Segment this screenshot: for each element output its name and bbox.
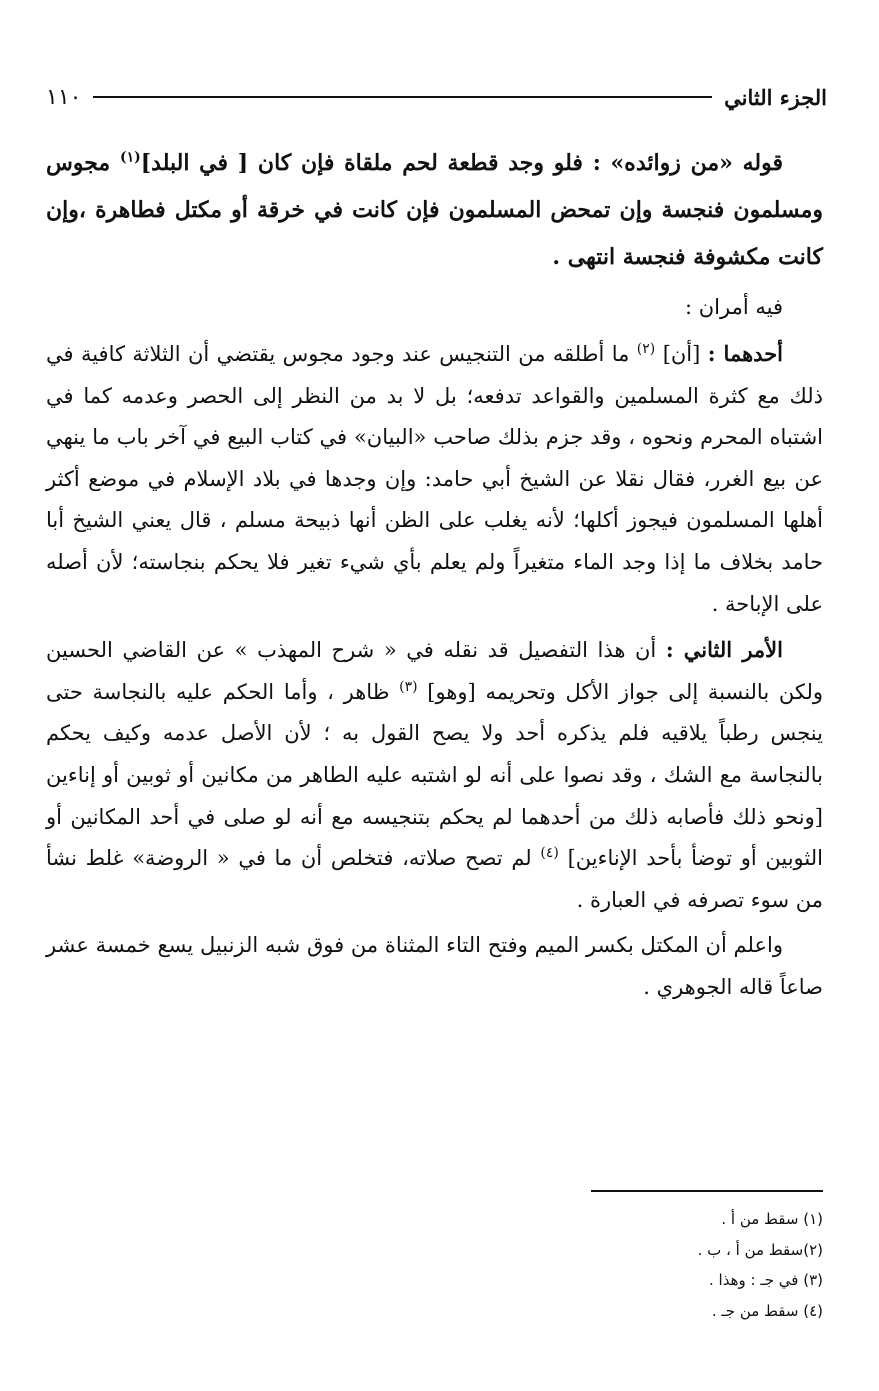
intro-lead: قوله «من زوائده» : (592, 150, 783, 176)
first-matter-paragraph (46, 333, 823, 625)
intro-text-2: مجوس ومسلمون فنجسة وإن تمحض المسلمون فإن كانت في خرقة أو مكتل فطاهرة ،وإن كانت مكشوفة فنجسة انتهى . (46, 150, 823, 270)
second-matter-paragraph (46, 629, 823, 921)
intro-paragraph (46, 140, 823, 281)
footnote-ref-1: (١) (119, 149, 141, 166)
footnote-ref-3: (٣) (399, 678, 418, 695)
footnotes (323, 1204, 823, 1326)
second-matter-label: الأمر الثاني : (665, 637, 783, 663)
page-number: ١١٠ (46, 84, 82, 110)
definition-paragraph: واعلم أن المكتل بكسر الميم وفتح التاء المثناة من فوق شبه الزنبيل يسع خمسة عشر صاعاً قاله الجوهري . (46, 933, 823, 999)
first-matter-bracket: [أن] (662, 342, 701, 366)
second-matter-text-3: لم تصح صلاته، فتخلص أن ما في « الروضة» غلط نشأ من سوء تصرفه في العبارة . (46, 846, 823, 912)
footnote-2: (٢)سقط من أ ، ب . (697, 1240, 823, 1259)
footnote-ref-2: (٢) (636, 341, 656, 357)
running-header (46, 80, 827, 114)
footnote-4: (٤) سقط من جـ . (711, 1301, 823, 1320)
intro-text: فلو وجد قطعة لحم ملقاة فإن كان [ في البلد] (140, 150, 583, 176)
section-lead: فيه أمران : (685, 295, 783, 319)
footnote-3: (٣) في جـ : وهذا . (709, 1271, 823, 1289)
second-matter-text-2: ظاهر ، وأما الحكم عليه بالنجاسة حتى ينجس رطباً يلاقيه فلم يذكره أحد ولا يصح القول به ؛ لأن الأصل عدمه وكيف يحكم بالنجاسة مع الشك ، وقد نصوا على أنه لو اشتبه عليه الطاهر من مكانين أو ثوبين أو إناءين [ونحو ذلك فأصابه ذلك من أحدهما لم يحكم بتنجيسه مع أنه لو صلى في أحد المكانين أو الثوبين أو توضأ بأحد الإناءين] (46, 679, 823, 871)
first-matter-label: أحدهما : (707, 341, 784, 366)
main-text (46, 140, 823, 1009)
first-matter-text: ما أطلقه من التنجيس عند وجود مجوس يقتضي أن الثلاثة كافية في ذلك مع كثرة المسلمين والقواعد تدفعه؛ بل لا بد من النظر إلى الحصر وعدمه كما في اشتباه المحرم ونحوه ، وقد جزم بذلك صاحب «البيان» في كتاب البيع في آخر باب ما ينهي عن بيع الغرر، فقال نقلا عن الشيخ أبي حامد: وإن وجدها في بلاد الإسلام في موضع أكثر أهلها المسلمون فيجوز أكلها؛ لأنه يغلب على الظن أنها ذبيحة مسلم ، قال يعني الشيخ أبا حامد بخلاف ما إذا وجد الماء متغيراً ولم يعلم بأي شيء تغير فلا يحكم بنجاسته؛ لأن أصله على الإباحة . (46, 342, 823, 616)
footnote-1: (١) سقط من أ . (721, 1210, 823, 1228)
header-title: الجزء الثاني (724, 84, 827, 110)
footnote-rule (591, 1190, 823, 1192)
footnote-ref-4: (٤) (540, 845, 559, 862)
second-matter-text-1: أن هذا التفصيل قد نقله في « شرح المهذب » عن القاضي الحسين ولكن بالنسبة إلى جواز الأكل وتحريمه [وهو] (46, 638, 823, 704)
header-rule (93, 96, 712, 98)
